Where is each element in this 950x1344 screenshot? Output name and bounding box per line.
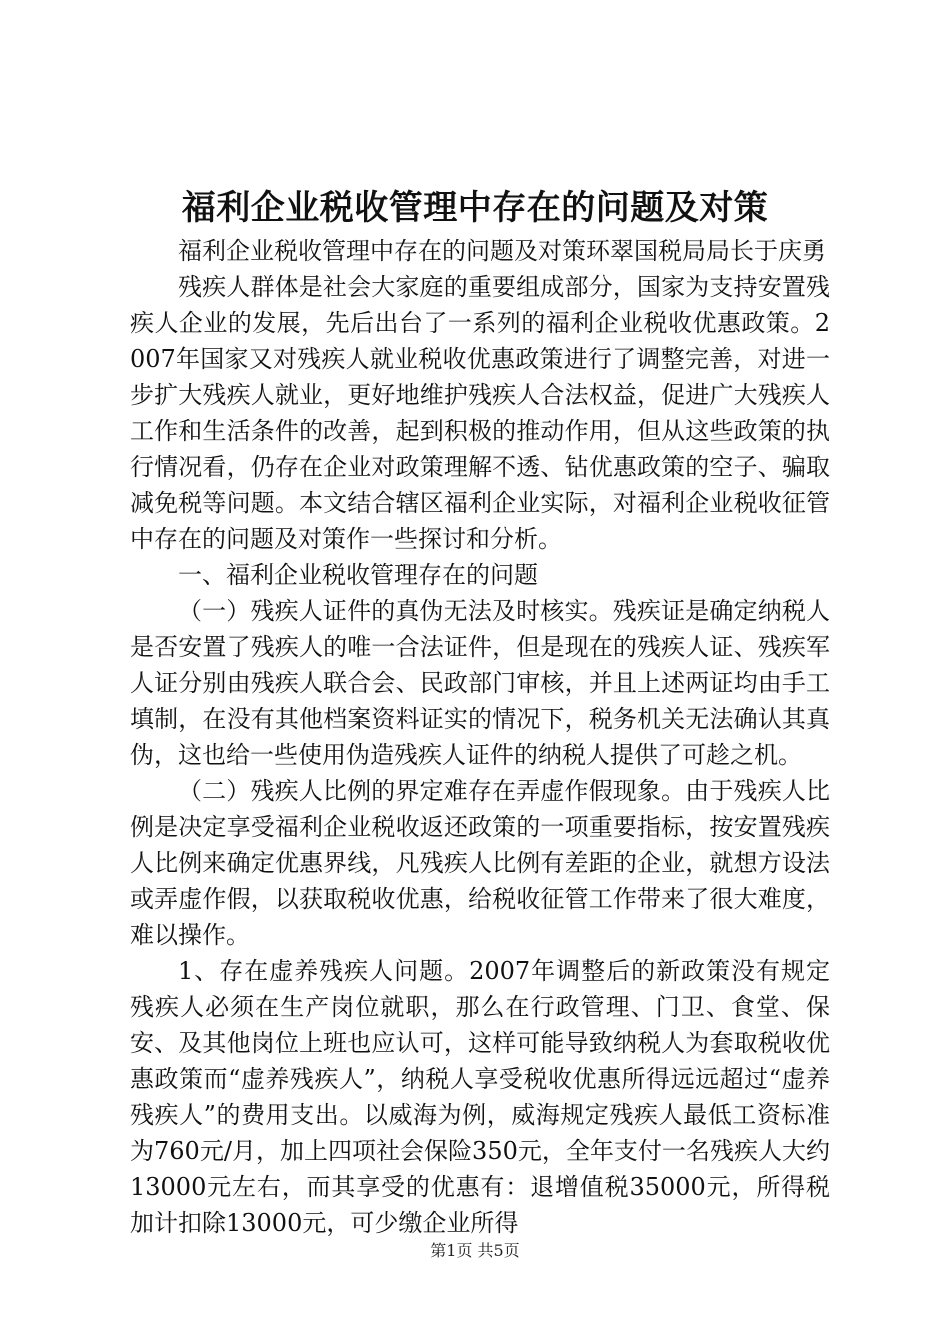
paragraph-author-line: 福利企业税收管理中存在的问题及对策环翠国税局局长于庆勇: [178, 237, 826, 265]
paragraph-problem-one: （一）残疾人证件的真伪无法及时核实。残疾证是确定纳税人是否安置了残疾人的唯一合法证件，但是现在的残疾人证、残疾军人证分别由残疾人联合会、民政部门审核，并且上述两证均由手工填制，在没有其他档案资料证实的情况下，税务机关无法确认其真伪，这也给一些使用伪造残疾人证件的纳税人提供了可趁之机。: [130, 597, 830, 769]
document-title: 福利企业税收管理中存在的问题及对策: [181, 188, 769, 228]
paragraph-problem-two: （二）残疾人比例的界定难存在弄虚作假现象。由于残疾人比例是决定享受福利企业税收返还政策的一项重要指标，按安置残疾人比例来确定优惠界线，凡残疾人比例有差距的企业，就想方设法或弄虚作假，以获取税收优惠，给税收征管工作带来了很大难度，难以操作。: [130, 777, 830, 949]
document-body: [130, 233, 830, 1241]
section-heading-problems: 一、福利企业税收管理存在的问题: [178, 561, 538, 589]
paragraph-problem-two-item-one: 1、存在虚养残疾人问题。2007年调整后的新政策没有规定残疾人必须在生产岗位就职，那么在行政管理、门卫、食堂、保安、及其他岗位上班也应认可，这样可能导致纳税人为套取税收优惠政策而“虚养残疾人”，纳税人享受税收优惠所得远远超过“虚养残疾人”的费用支出。以威海为例，威海规定残疾人最低工资标准为760元/月，加上四项社会保险350元，全年支付一名残疾人大约13000元左右，而其享受的优惠有：退增值税35000元，所得税加计扣除13000元，可少缴企业所得: [130, 957, 830, 1237]
page-footer: 第1页 共5页: [430, 1241, 520, 1260]
paragraph-introduction: 残疾人群体是社会大家庭的重要组成部分，国家为支持安置残疾人企业的发展，先后出台了一系列的福利企业税收优惠政策。2007年国家又对残疾人就业税收优惠政策进行了调整完善，对进一步扩大残疾人就业，更好地维护残疾人合法权益，促进广大残疾人工作和生活条件的改善，起到积极的推动作用，但从这些政策的执行情况看，仍存在企业对政策理解不透、钻优惠政策的空子、骗取减免税等问题。本文结合辖区福利企业实际，对福利企业税收征管中存在的问题及对策作一些探讨和分析。: [130, 273, 830, 553]
